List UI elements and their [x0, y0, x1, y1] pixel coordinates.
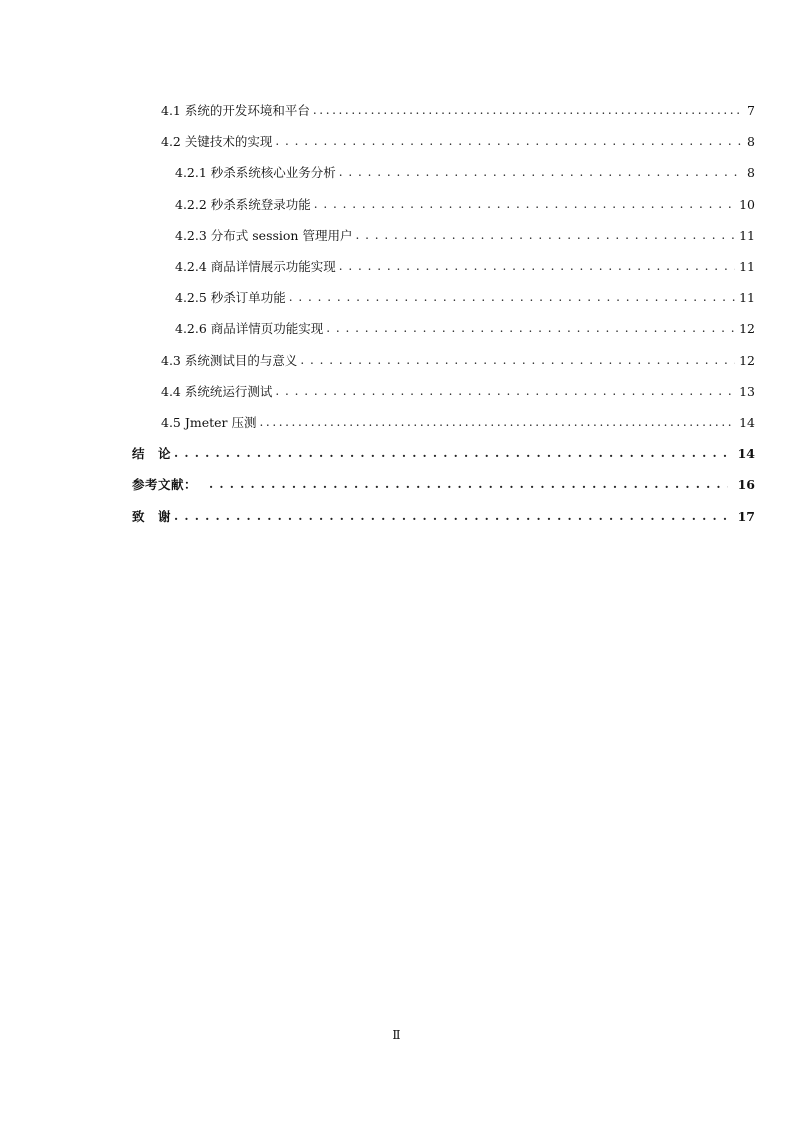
toc-entry-page: 11 [739, 258, 755, 274]
toc-entry-conclusion[interactable] [132, 443, 755, 463]
dot-leader [209, 474, 728, 494]
page-number: Ⅱ [392, 1028, 401, 1042]
dot-leader [314, 194, 735, 214]
toc-entry-page: 17 [737, 508, 755, 524]
toc-entry-label: 4.2.6 商品详情页功能实现 [175, 321, 324, 336]
toc-entry-acknowledgements[interactable] [132, 506, 755, 526]
dot-leader [313, 100, 743, 120]
dot-leader [300, 350, 735, 370]
toc-entry-4-2-5[interactable] [175, 287, 755, 307]
toc-entry-page: 8 [747, 133, 755, 149]
toc-entry-label: 4.1 系统的开发环境和平台 [161, 103, 310, 118]
toc-entry-4-4[interactable] [161, 381, 755, 401]
toc-entry-page: 8 [747, 164, 755, 180]
toc-entry-label: 致 谢 [132, 509, 172, 524]
toc-entry-label: 4.2.3 分布式 session 管理用户 [175, 228, 353, 243]
dot-leader [275, 381, 735, 401]
toc-entry-label: 结 论 [132, 446, 172, 461]
toc-entry-page: 12 [739, 352, 755, 368]
toc-entry-4-2-6[interactable] [175, 318, 755, 338]
toc-entry-page: 16 [737, 476, 755, 492]
dot-leader [339, 162, 743, 182]
toc-entry-label: 4.2 关键技术的实现 [161, 134, 273, 149]
toc-entry-4-1[interactable] [161, 100, 755, 120]
toc-entry-label: 参考文献： [132, 477, 198, 492]
dot-leader [339, 256, 735, 276]
toc-entry-label: 4.5 Jmeter 压测 [161, 415, 257, 430]
toc-entry-4-2-3[interactable] [175, 225, 755, 245]
dot-leader [174, 443, 734, 463]
toc-entry-4-2-4[interactable] [175, 256, 755, 276]
toc-entry-4-2-2[interactable] [175, 194, 755, 214]
toc-entry-page: 14 [737, 445, 755, 461]
toc-entry-page: 10 [739, 196, 755, 212]
dot-leader [259, 412, 735, 432]
toc-entry-page: 14 [739, 414, 755, 430]
dot-leader [275, 131, 743, 151]
dot-leader [174, 506, 734, 526]
toc-entry-label: 4.4 系统统运行测试 [161, 384, 273, 399]
dot-leader [289, 287, 735, 307]
toc-entry-4-2[interactable] [161, 131, 755, 151]
toc-entry-page: 13 [739, 383, 755, 399]
toc-entry-4-5[interactable] [161, 412, 755, 432]
toc-entry-references[interactable] [132, 474, 755, 494]
toc-entry-label: 4.2.2 秒杀系统登录功能 [175, 197, 311, 212]
toc-entry-page: 11 [739, 227, 755, 243]
toc-entry-label: 4.2.5 秒杀订单功能 [175, 290, 286, 305]
toc-entry-page: 7 [747, 102, 755, 118]
toc-entry-page: 11 [739, 289, 755, 305]
toc-entry-label: 4.2.1 秒杀系统核心业务分析 [175, 165, 336, 180]
toc-entry-page: 12 [739, 320, 755, 336]
toc-entry-label: 4.2.4 商品详情展示功能实现 [175, 259, 336, 274]
toc-entry-4-2-1[interactable] [175, 162, 755, 182]
toc-entry-label: 4.3 系统测试目的与意义 [161, 353, 298, 368]
dot-leader [355, 225, 735, 245]
toc-entry-4-3[interactable] [161, 350, 755, 370]
dot-leader [326, 318, 735, 338]
